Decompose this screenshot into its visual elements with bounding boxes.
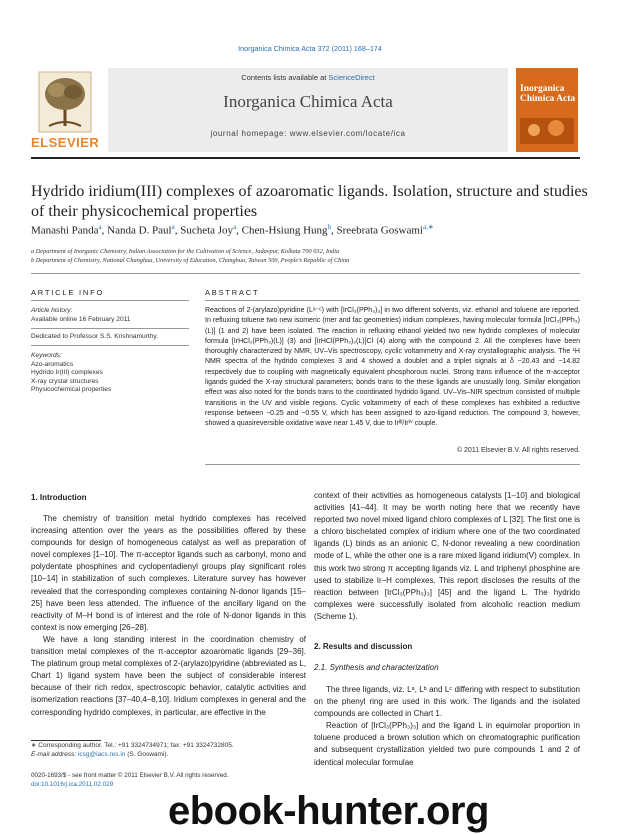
email-link[interactable]: icsg@iacs.res.in [77,750,126,758]
article-title: Hydrido iridium(III) complexes of azoaromatic ligands. Isolation, structure and studies of their physicochemical properties [31,183,588,220]
journal-homepage [108,129,508,138]
keyword: Azo-aromatics [31,360,74,368]
author-list: Manashi Panda$^a$, Nanda D. Paul$^a$, Sucheta Joy$^a$, Chen-Hsiung Hung$^b$, Sreebrata Goswami$^{a,∗}$ [31,223,434,237]
corresponding-author-note: ∗ Corresponding author. Tel.: +91 3324734971; fax: +91 3324732805. [31,742,234,749]
right-column-continued [314,684,580,769]
keywords-label: Keywords: [31,352,62,359]
keyword: Hydrido Ir(III) complexes [31,369,103,377]
paragraph: We have a long standing interest in the coordination chemistry of transition metal complexes of the π-acceptor azoaromatic ligands [29–36]. The platinum group metal complexes of 2-(arylazo)pyridine (abbreviated as L, Chart 1) ligand system have been the subject of considerable interest because of their rich redox, spectroscopic behavior, catalytic activities and isomerization reactions [37–40,4–8,10]. Iridium complexes in general and the corresponding hydrido complexes, in particular, are effective in the [31,634,306,717]
info-divider [31,328,189,329]
dedication: Dedicated to Professor S.S. Krishnamurthy. [31,333,159,340]
watermark-text: ebook-hunter.org [168,789,489,833]
contents-line [108,73,508,82]
author-name[interactable]: Sucheta Joy [180,224,234,237]
right-column [314,490,580,623]
author-name[interactable]: Chen-Hsiung Hung [241,224,328,237]
article-history [31,307,181,324]
subsection-heading-synthesis: 2.1. Synthesis and characterization [314,663,439,672]
abstract-copyright: © 2011 Elsevier B.V. All rights reserved. [456,447,580,454]
history-value: Available online 16 February 2011 [31,315,131,323]
keyword: Physicochemical properties [31,386,112,394]
section-heading-results: 2. Results and discussion [314,642,413,651]
author-affiliation-mark[interactable]: a [171,223,175,231]
homepage-prefix: journal homepage: [210,129,290,138]
author-name[interactable]: Sreebrata Goswami [336,224,423,237]
contents-prefix: Contents lists available at [241,73,329,82]
paragraph: context of their activities as homogeneous catalysts [1–10] and biological activities [41–44]. It may be worth noting here that we recently have reported two novel mixed ligand chloro complexes of L [32]. The first one is a chloro bischelated complex of iridium where one of the two coordinated ligands (L) binds as an anionic C, N-donor revealing a new coordination mode of L, while the other one is a rare mixed ligand iridium(V) complex. In this work two strong π accepting ligands viz. L and triphenyl phosphine are used to stabilize Ir–H complexes. This report discloses the results of the reaction between [IrCl₃(PPh₃)₃] [45] and the ligand L. The hydrido complexes were successfully isolated from alcoholic reaction medium (Scheme 1). [314,491,580,621]
section-rule [31,273,580,274]
left-column [31,513,306,719]
publisher-wordmark: ELSEVIER [31,135,100,150]
doi-link[interactable]: doi:10.1016/j.ica.2011.02.029 [31,780,114,788]
keywords-block [31,352,181,395]
email-suffix: (S. Goswami). [125,750,169,758]
author-affiliation-mark[interactable]: a [233,223,237,231]
elsevier-tree-icon [31,68,99,134]
affiliation-a: a Department of Inorganic Chemistry, Indian Association for the Cultivation of Science, Jadavpur, Kolkata 700 032, India [31,248,340,255]
footnote [31,742,306,759]
history-label: Article history: [31,307,73,314]
section-heading-introduction: 1. Introduction [31,493,87,502]
homepage-link[interactable]: www.elsevier.com/locate/ica [289,129,406,138]
abstract-bottom-rule [205,464,580,465]
affiliation-b: b Department of Chemistry, National Changhua, University of Education, Changhua, Taiwan 500, People’s Republic of China [31,257,350,264]
cover-art-icon [516,68,578,152]
abstract-rule [205,300,580,301]
author-name[interactable]: Nanda D. Paul [107,224,172,237]
header-rule [31,157,580,159]
sciencedirect-link[interactable]: ScienceDirect [328,73,375,82]
paragraph: The three ligands, viz. Lᵃ, Lᵇ and Lᶜ differing with respect to substitution on the phenyl ring are used in this work. The ligands and the isolated compounds are collected in Chart 1. [314,685,580,719]
author-affiliation-mark[interactable]: b [327,223,332,231]
paragraph: The chemistry of transition metal hydrido complexes has received increasing attention over the years as the possibilities offered by these compounds for design of homogeneous catalyst as well as preparation of novel complexes [1–10]. The π-acceptor ligands such as carbonyl, mono and polydentate phosphines and cyclopentadienyl groups play significant roles [10–14] in stabilization of such complexes. Literature survey has however revealed that the corresponding complexes containing N-donor ligands [15–25] have been less attended. The influence of the ancillary ligand on the reactivity of M–H bond is of interest and the role of N-donor ligands in this context is now emerging [26–28]. [31,514,306,632]
author-affiliation-mark[interactable]: a [98,223,102,231]
email-label: E-mail address: [31,750,78,758]
author-name[interactable]: Manashi Panda [31,224,99,237]
author-affiliation-mark[interactable]: a,∗ [422,223,434,231]
journal-cover-image [516,68,578,152]
journal-name: Inorganica Chimica Acta [223,92,393,111]
abstract-heading: ABSTRACT [205,288,260,297]
cover-title: Inorganica Chimica Acta [520,84,576,104]
abstract-text: Reactions of 2-(arylazo)pyridine (Lᵃ⁻ᶜ) with [IrCl₃(PPh₃)₃] in two different solvents, viz. ethanol and toluene are reported. In refluxing toluene two new isomeric (mer and fac geometries) iridium complexes, having molecular formula [IrCl₃(PPh₃)(L)] (1 and 2) have been isolated. The reaction in refluxing ethanol yielded two new hydrido complexes of molecular formula [IrHCl₂(PPh₃)(L)] (3) and [IrHCl(PPh₃)₂(L)]Cl (4) along with the compound 2. All the complexes have been thoroughly characterized by NMR, UV–Vis spectroscopy, cyclic voltammetry and X-ray crystallographic analysis. The ¹H NMR spectra of the hydrido complexes 3 and 4 showed a doublet and a triplet signals at δ −20.43 and −14.82 respectively due to coupling with magnetically equivalent phosphorous nuclei. Strong trans influence of the π-acceptor ligands guided the X-ray structural parameters; bonds trans to the these ligands are unusually long. Similar elongation effect was also noted for the bonds trans to the coordinated hydrido ligand. UV–Vis–NIR spectrum consisted of multiple transitions in the UV and visible regions. Cyclic voltammetry of each of these complexes has exhibited a reductive response between −0.25 and −0.55 V, which has been assigned to azo-ligand reduction. The compound 3, however, showed a quasireversible oxidative wave near 1.45 V, due to Irᴵᴵᴵ/Irᴵⱽ couple. [205,307,580,428]
legal-notice [31,772,306,789]
journal-citation[interactable]: Inorganica Chimica Acta 372 (2011) 168–174 [238,44,382,53]
issn-line: 0020-1693/$ - see front matter © 2011 Elsevier B.V. All rights reserved. [31,772,229,779]
paragraph: Reaction of [IrCl₃(PPh₃)₃] and the ligand L in equimolar proportion in toluene produced a brown solution which on chromatographic purification and subsequent crystallization yielded two pure compounds 1 and 2 of identical molecular formulae [314,721,580,767]
article-info-rule [31,300,189,301]
footnote-rule [31,740,101,741]
info-divider [31,345,189,346]
article-info-heading: ARTICLE INFO [31,288,105,297]
keyword: X-ray crystal structures [31,377,99,385]
